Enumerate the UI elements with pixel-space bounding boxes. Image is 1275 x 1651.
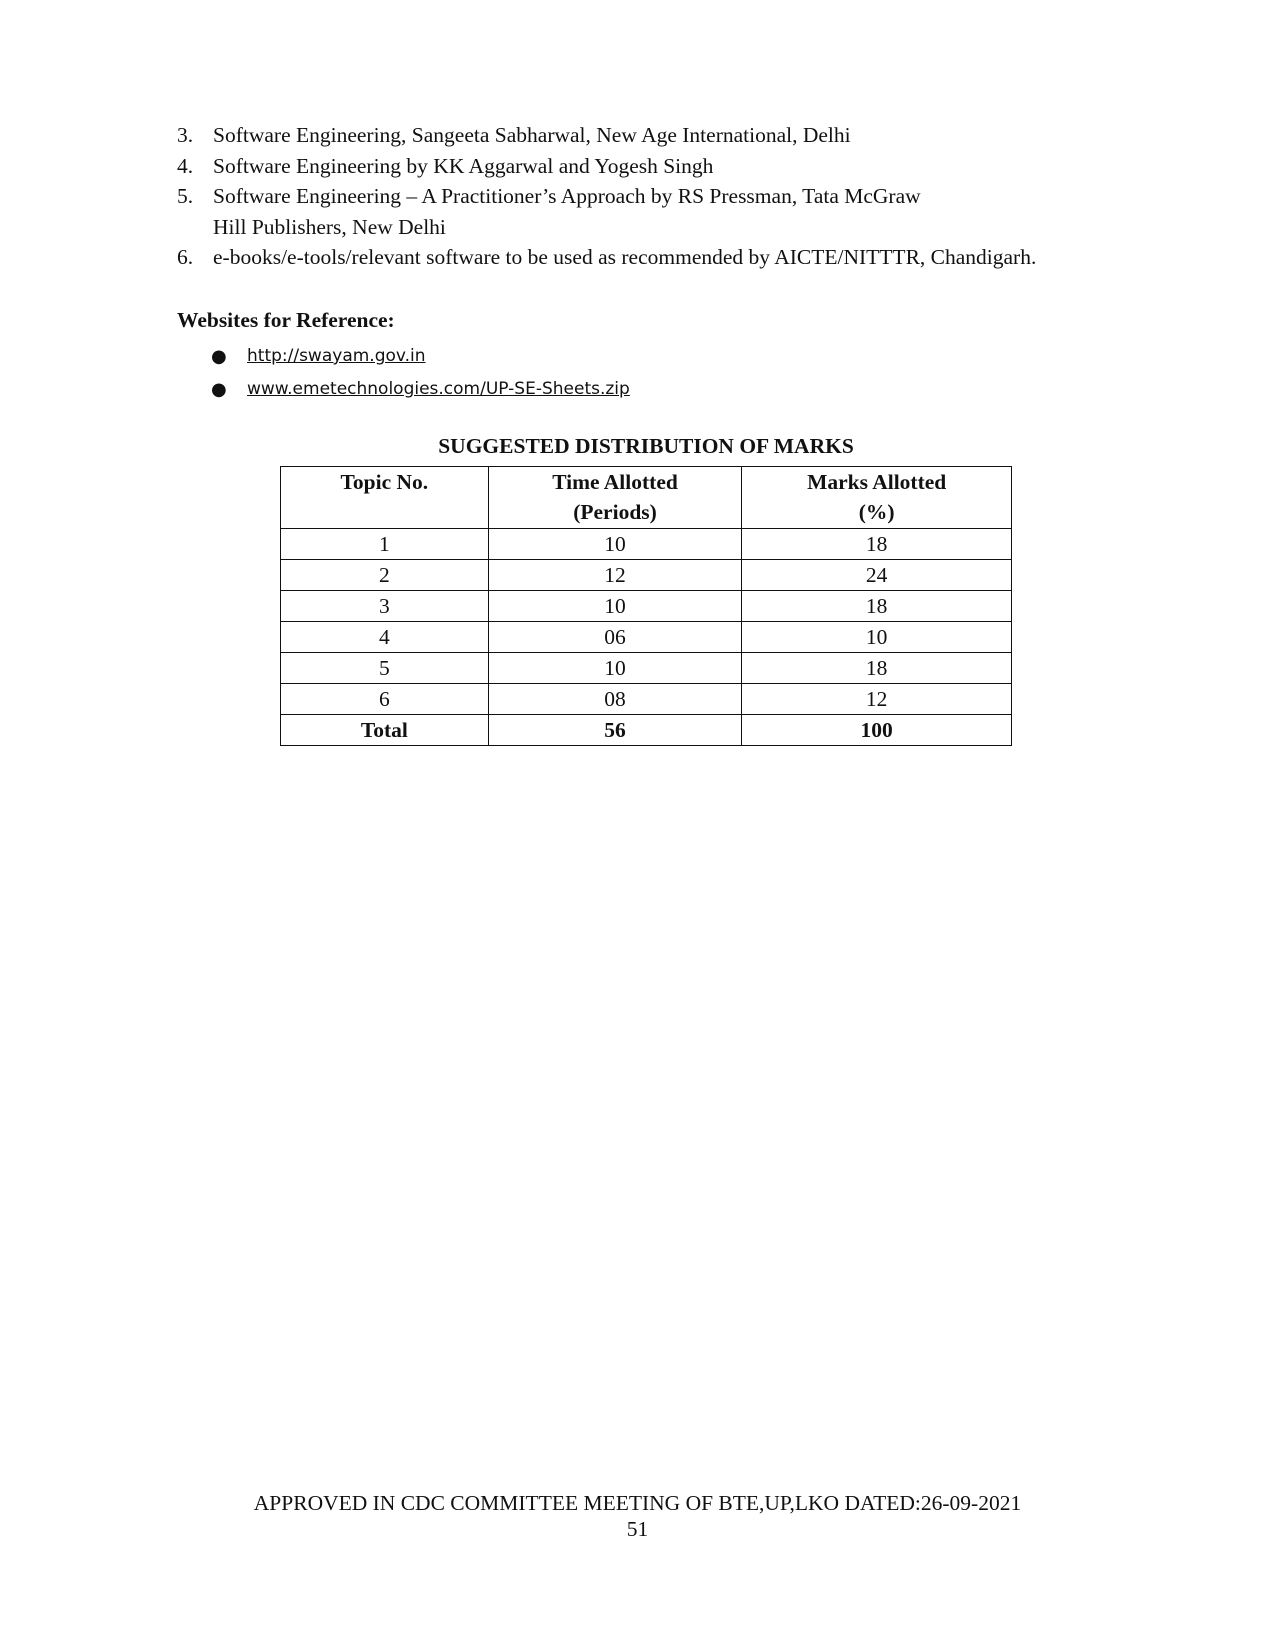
table-row xyxy=(281,684,1012,715)
marks-table-title: SUGGESTED DISTRIBUTION OF MARKS xyxy=(438,434,854,458)
reference-text: Software Engineering, Sangeeta Sabharwal, New Age International, Delhi xyxy=(213,123,851,147)
topic-cell: 1 xyxy=(281,529,489,560)
header-time-allotted xyxy=(488,467,742,529)
table-row xyxy=(281,591,1012,622)
table-row xyxy=(281,622,1012,653)
websites-heading: Websites for Reference: xyxy=(177,308,395,332)
marks-cell: 10 xyxy=(742,622,1012,653)
bullet-icon: ● xyxy=(211,346,227,367)
topic-cell: 3 xyxy=(281,591,489,622)
header-line: Topic No. xyxy=(340,470,429,494)
marks-cell: 18 xyxy=(742,591,1012,622)
website-list xyxy=(211,340,630,406)
time-cell: 10 xyxy=(488,591,742,622)
approval-note: APPROVED IN CDC COMMITTEE MEETING OF BTE,UP,LKO DATED:26-09-2021 xyxy=(253,1491,1022,1515)
topic-cell: 4 xyxy=(281,622,489,653)
reference-number: 3. xyxy=(177,123,194,147)
reference-item xyxy=(177,181,1137,242)
reference-number: 5. xyxy=(177,184,194,208)
table-total-row xyxy=(281,715,1012,746)
table-row xyxy=(281,529,1012,560)
reference-item xyxy=(177,120,1137,151)
reference-text: e-books/e-tools/relevant software to be used as recommended by AICTE/NITTTR, Chandigarh. xyxy=(213,245,1037,269)
page-number: 51 xyxy=(626,1517,649,1541)
reference-text-continued: Hill Publishers, New Delhi xyxy=(213,214,446,239)
marks-cell: 18 xyxy=(742,529,1012,560)
total-time-cell: 56 xyxy=(488,715,742,746)
marks-cell: 18 xyxy=(742,653,1012,684)
reference-item xyxy=(177,242,1137,273)
reference-item xyxy=(177,151,1137,182)
total-marks-cell: 100 xyxy=(742,715,1012,746)
marks-cell: 12 xyxy=(742,684,1012,715)
time-cell: 10 xyxy=(488,653,742,684)
total-label-cell: Total xyxy=(281,715,489,746)
reference-text: Software Engineering by KK Aggarwal and Yogesh Singh xyxy=(213,153,714,178)
topic-cell: 5 xyxy=(281,653,489,684)
topic-cell: 6 xyxy=(281,684,489,715)
table-row xyxy=(281,653,1012,684)
marks-distribution-table xyxy=(280,466,1012,746)
time-cell: 06 xyxy=(488,622,742,653)
website-link[interactable]: http://swayam.gov.in xyxy=(247,346,426,366)
marks-cell: 24 xyxy=(742,560,1012,591)
time-cell: 10 xyxy=(488,529,742,560)
page-footer xyxy=(0,1490,1275,1542)
header-line: (Periods) xyxy=(573,500,657,524)
reference-text: Software Engineering – A Practitioner’s Approach by RS Pressman, Tata McGraw xyxy=(213,184,921,208)
website-link[interactable]: www.emetechnologies.com/UP-SE-Sheets.zip xyxy=(247,379,630,399)
time-cell: 12 xyxy=(488,560,742,591)
website-item xyxy=(211,373,630,406)
header-line: Time Allotted xyxy=(552,470,678,494)
header-marks-allotted xyxy=(742,467,1012,529)
topic-cell: 2 xyxy=(281,560,489,591)
reference-number: 6. xyxy=(177,245,194,269)
website-item xyxy=(211,340,630,373)
table-header-row xyxy=(281,467,1012,529)
reference-list xyxy=(177,120,1137,273)
header-topic-no xyxy=(281,467,489,529)
time-cell: 08 xyxy=(488,684,742,715)
header-line: Marks Allotted xyxy=(807,470,947,494)
reference-number: 4. xyxy=(177,153,194,178)
header-line: (%) xyxy=(858,500,895,524)
bullet-icon: ● xyxy=(211,379,227,400)
table-row xyxy=(281,560,1012,591)
